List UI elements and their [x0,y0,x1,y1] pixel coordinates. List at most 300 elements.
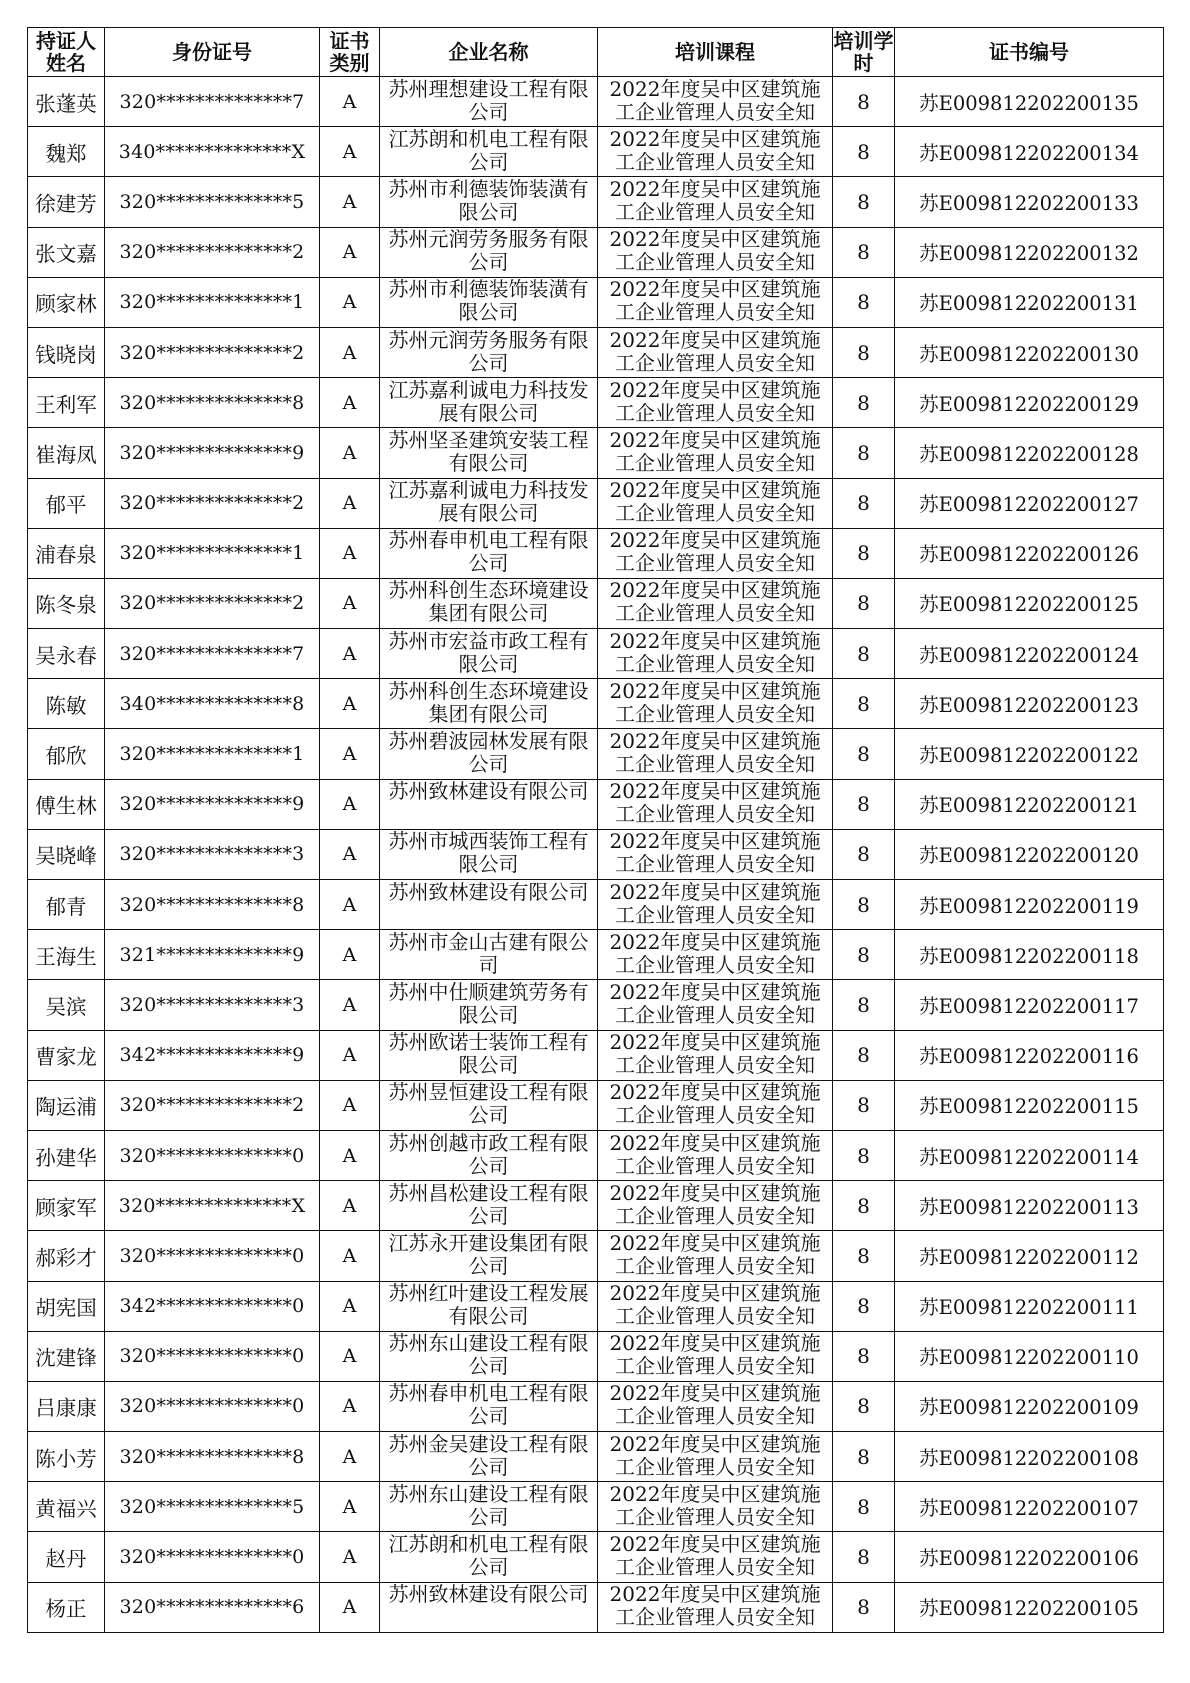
hours-cell: 8 [833,1181,895,1231]
course-cell-text: 2022年度吴中区建筑施工企业管理人员安全知 [609,830,821,877]
course-cell [598,1080,833,1130]
id-number-cell: 320**************2 [105,578,320,628]
cert-type-cell: A [320,1181,380,1231]
course-cell [598,1231,833,1281]
company-cell [380,779,598,829]
id-number-cell: 320**************8 [105,1432,320,1482]
company-cell [380,1281,598,1331]
id-number-cell: 320**************3 [105,980,320,1030]
cert-type-cell: A [320,1532,380,1582]
cert-number-cell: 苏E009812202200106 [895,1532,1164,1582]
hours-cell: 8 [833,1231,895,1281]
company-cell-text: 苏州理想建设工程有限公司 [388,77,589,124]
hours-cell: 8 [833,930,895,980]
company-cell [380,327,598,377]
cert-number-cell: 苏E009812202200105 [895,1582,1164,1632]
company-cell [380,1381,598,1431]
holder-name-cell: 胡宪国 [28,1281,105,1331]
cert-type-cell: A [320,77,380,127]
course-cell [598,1331,833,1381]
company-cell [380,629,598,679]
company-cell [380,729,598,779]
company-cell-text: 苏州市金山古建有限公司 [388,930,589,977]
cert-number-cell: 苏E009812202200125 [895,578,1164,628]
hours-cell: 8 [833,679,895,729]
course-cell [598,779,833,829]
course-cell-text: 2022年度吴中区建筑施工企业管理人员安全知 [609,278,821,325]
id-number-cell: 320**************9 [105,428,320,478]
holder-name-cell: 徐建芳 [28,177,105,227]
cert-type-cell: A [320,880,380,930]
id-number-cell: 320**************0 [105,1130,320,1180]
hours-cell: 8 [833,327,895,377]
course-cell-text: 2022年度吴中区建筑施工企业管理人员安全知 [609,1332,821,1379]
id-number-cell: 340**************X [105,127,320,177]
company-cell-text: 苏州坚圣建筑安装工程有限公司 [388,428,589,475]
header-id-number: 身份证号 [105,28,320,77]
course-cell [598,1130,833,1180]
cert-type-cell: A [320,378,380,428]
course-cell-text: 2022年度吴中区建筑施工企业管理人员安全知 [609,428,821,475]
table-row [28,1381,1164,1431]
id-number-cell: 320**************2 [105,227,320,277]
company-cell-text: 苏州昌松建设工程有限公司 [388,1181,589,1228]
holder-name-cell: 钱晓岗 [28,327,105,377]
cert-number-cell: 苏E009812202200123 [895,679,1164,729]
company-cell-text: 苏州春申机电工程有限公司 [388,1382,589,1429]
id-number-cell: 320**************7 [105,629,320,679]
id-number-cell: 320**************0 [105,1331,320,1381]
hours-cell: 8 [833,1381,895,1431]
course-cell [598,127,833,177]
course-cell [598,980,833,1030]
cert-number-cell: 苏E009812202200128 [895,428,1164,478]
table-row [28,1331,1164,1381]
course-cell-text: 2022年度吴中区建筑施工企业管理人员安全知 [609,980,821,1027]
id-number-cell: 320**************5 [105,177,320,227]
cert-number-cell: 苏E009812202200127 [895,478,1164,528]
table-row [28,1532,1164,1582]
course-cell-text: 2022年度吴中区建筑施工企业管理人员安全知 [609,629,821,676]
course-cell-text: 2022年度吴中区建筑施工企业管理人员安全知 [609,880,821,927]
company-cell [380,227,598,277]
company-cell-text: 苏州中仕顺建筑劳务有限公司 [388,980,589,1027]
company-cell-text: 苏州市利德装饰装潢有限公司 [388,177,589,224]
table-row [28,1231,1164,1281]
course-cell-text: 2022年度吴中区建筑施工企业管理人员安全知 [609,780,821,827]
course-cell [598,679,833,729]
company-cell-text: 苏州创越市政工程有限公司 [388,1131,589,1178]
id-number-cell: 320**************1 [105,729,320,779]
cert-number-cell: 苏E009812202200132 [895,227,1164,277]
cert-type-cell: A [320,1331,380,1381]
hours-cell: 8 [833,578,895,628]
company-cell-text: 苏州致林建设有限公司 [388,1583,589,1607]
cert-number-cell: 苏E009812202200130 [895,327,1164,377]
company-cell [380,1030,598,1080]
cert-type-cell: A [320,1432,380,1482]
holder-name-cell: 顾家军 [28,1181,105,1231]
course-cell-text: 2022年度吴中区建筑施工企业管理人员安全知 [609,228,821,275]
company-cell [380,378,598,428]
company-cell-text: 苏州红叶建设工程发展有限公司 [388,1282,589,1329]
company-cell [380,1231,598,1281]
hours-cell: 8 [833,127,895,177]
course-cell-text: 2022年度吴中区建筑施工企业管理人员安全知 [609,328,821,375]
hours-cell: 8 [833,629,895,679]
company-cell [380,177,598,227]
holder-name-cell: 陈小芳 [28,1432,105,1482]
cert-type-cell: A [320,227,380,277]
cert-number-cell: 苏E009812202200117 [895,980,1164,1030]
table-row [28,478,1164,528]
cert-type-cell: A [320,277,380,327]
holder-name-cell: 陶运浦 [28,1080,105,1130]
company-cell-text: 苏州昱恒建设工程有限公司 [388,1081,589,1128]
course-cell-text: 2022年度吴中区建筑施工企业管理人员安全知 [609,1282,821,1329]
holder-name-cell: 黄福兴 [28,1482,105,1532]
hours-cell: 8 [833,478,895,528]
hours-cell: 8 [833,880,895,930]
company-cell [380,277,598,327]
cert-number-cell: 苏E009812202200118 [895,930,1164,980]
cert-number-cell: 苏E009812202200110 [895,1331,1164,1381]
company-cell-text: 苏州市利德装饰装潢有限公司 [388,278,589,325]
holder-name-cell: 王利军 [28,378,105,428]
course-cell-text: 2022年度吴中区建筑施工企业管理人员安全知 [609,1533,821,1580]
company-cell-text: 江苏朗和机电工程有限公司 [388,1533,589,1580]
cert-type-cell: A [320,127,380,177]
table-row [28,578,1164,628]
company-cell [380,1080,598,1130]
header-company: 企业名称 [380,28,598,77]
hours-cell: 8 [833,378,895,428]
holder-name-cell: 浦春泉 [28,528,105,578]
holder-name-cell: 崔海凤 [28,428,105,478]
company-cell [380,880,598,930]
cert-number-cell: 苏E009812202200135 [895,77,1164,127]
company-cell-text: 苏州科创生态环境建设集团有限公司 [388,579,589,626]
id-number-cell: 320**************6 [105,1582,320,1632]
course-cell [598,729,833,779]
holder-name-cell: 张文嘉 [28,227,105,277]
id-number-cell: 320**************2 [105,1080,320,1130]
hours-cell: 8 [833,829,895,879]
hours-cell: 8 [833,980,895,1030]
hours-cell: 8 [833,277,895,327]
header-holder-name: 持证人姓名 [28,28,105,77]
company-cell [380,679,598,729]
table-row [28,1432,1164,1482]
course-cell [598,829,833,879]
course-cell-text: 2022年度吴中区建筑施工企业管理人员安全知 [609,127,821,174]
holder-name-cell: 吴晓峰 [28,829,105,879]
course-cell-text: 2022年度吴中区建筑施工企业管理人员安全知 [609,1131,821,1178]
table-row [28,378,1164,428]
course-cell [598,930,833,980]
cert-type-cell: A [320,729,380,779]
cert-type-cell: A [320,1130,380,1180]
company-cell [380,829,598,879]
cert-number-cell: 苏E009812202200111 [895,1281,1164,1331]
course-cell-text: 2022年度吴中区建筑施工企业管理人员安全知 [609,679,821,726]
holder-name-cell: 陈冬泉 [28,578,105,628]
cert-number-cell: 苏E009812202200112 [895,1231,1164,1281]
cert-number-cell: 苏E009812202200120 [895,829,1164,879]
cert-type-cell: A [320,1231,380,1281]
header-row [28,28,1164,77]
table-row [28,1281,1164,1331]
course-cell [598,478,833,528]
course-cell [598,629,833,679]
holder-name-cell: 顾家林 [28,277,105,327]
cert-type-cell: A [320,1080,380,1130]
course-cell-text: 2022年度吴中区建筑施工企业管理人员安全知 [609,177,821,224]
company-cell-text: 苏州金吴建设工程有限公司 [388,1432,589,1479]
cert-type-cell: A [320,1582,380,1632]
course-cell-text: 2022年度吴中区建筑施工企业管理人员安全知 [609,1432,821,1479]
course-cell-text: 2022年度吴中区建筑施工企业管理人员安全知 [609,1231,821,1278]
table-row [28,77,1164,127]
table-row [28,1582,1164,1632]
company-cell [380,127,598,177]
table-row [28,327,1164,377]
cert-number-cell: 苏E009812202200113 [895,1181,1164,1231]
header-cert-type: 证书类别 [320,28,380,77]
table-row [28,277,1164,327]
table-row [28,428,1164,478]
cert-type-cell: A [320,428,380,478]
holder-name-cell: 郁平 [28,478,105,528]
company-cell-text: 苏州春申机电工程有限公司 [388,529,589,576]
cert-number-cell: 苏E009812202200131 [895,277,1164,327]
cert-number-cell: 苏E009812202200115 [895,1080,1164,1130]
company-cell [380,1482,598,1532]
table-row [28,227,1164,277]
table-row [28,1130,1164,1180]
cert-type-cell: A [320,1030,380,1080]
holder-name-cell: 郁欣 [28,729,105,779]
company-cell [380,578,598,628]
cert-type-cell: A [320,629,380,679]
course-cell-text: 2022年度吴中区建筑施工企业管理人员安全知 [609,930,821,977]
hours-cell: 8 [833,227,895,277]
hours-cell: 8 [833,1130,895,1180]
holder-name-cell: 傅生林 [28,779,105,829]
cert-type-cell: A [320,829,380,879]
table-row [28,779,1164,829]
course-cell [598,578,833,628]
certificate-roster-table [27,27,1164,1633]
course-cell [598,177,833,227]
id-number-cell: 320**************1 [105,277,320,327]
company-cell-text: 苏州东山建设工程有限公司 [388,1332,589,1379]
hours-cell: 8 [833,729,895,779]
cert-number-cell: 苏E009812202200114 [895,1130,1164,1180]
company-cell-text: 江苏朗和机电工程有限公司 [388,127,589,174]
cert-number-cell: 苏E009812202200116 [895,1030,1164,1080]
company-cell-text: 江苏嘉利诚电力科技发展有限公司 [388,479,589,526]
cert-number-cell: 苏E009812202200109 [895,1381,1164,1431]
header-hours: 培训学时 [833,29,894,75]
hours-cell: 8 [833,1030,895,1080]
table-row [28,729,1164,779]
holder-name-cell: 吴滨 [28,980,105,1030]
company-cell [380,980,598,1030]
course-cell [598,528,833,578]
table-row [28,1181,1164,1231]
course-cell-text: 2022年度吴中区建筑施工企业管理人员安全知 [609,479,821,526]
id-number-cell: 320**************0 [105,1231,320,1281]
holder-name-cell: 王海生 [28,930,105,980]
id-number-cell: 320**************X [105,1181,320,1231]
course-cell [598,880,833,930]
table-row [28,629,1164,679]
table-row [28,980,1164,1030]
course-cell [598,1381,833,1431]
cert-type-cell: A [320,528,380,578]
company-cell [380,1532,598,1582]
id-number-cell: 320**************5 [105,1482,320,1532]
company-cell-text: 苏州致林建设有限公司 [388,780,589,804]
header-cert-no: 证书编号 [895,28,1164,77]
id-number-cell: 342**************0 [105,1281,320,1331]
course-cell [598,1482,833,1532]
holder-name-cell: 吴永春 [28,629,105,679]
id-number-cell: 320**************9 [105,779,320,829]
holder-name-cell: 吕康康 [28,1381,105,1431]
table-row [28,829,1164,879]
course-cell-text: 2022年度吴中区建筑施工企业管理人员安全知 [609,1181,821,1228]
cert-number-cell: 苏E009812202200121 [895,779,1164,829]
course-cell-text: 2022年度吴中区建筑施工企业管理人员安全知 [609,1482,821,1529]
cert-type-cell: A [320,578,380,628]
company-cell [380,1432,598,1482]
course-cell [598,1432,833,1482]
hours-cell: 8 [833,1432,895,1482]
id-number-cell: 320**************3 [105,829,320,879]
company-cell [380,1130,598,1180]
cert-type-cell: A [320,930,380,980]
cert-type-cell: A [320,980,380,1030]
id-number-cell: 320**************2 [105,478,320,528]
cert-number-cell: 苏E009812202200108 [895,1432,1164,1482]
hours-cell: 8 [833,1080,895,1130]
company-cell-text: 苏州元润劳务服务有限公司 [388,328,589,375]
hours-cell: 8 [833,528,895,578]
cert-type-cell: A [320,1482,380,1532]
course-cell-text: 2022年度吴中区建筑施工企业管理人员安全知 [609,378,821,425]
company-cell [380,478,598,528]
hours-cell: 8 [833,77,895,127]
company-cell [380,1582,598,1632]
company-cell-text: 苏州科创生态环境建设集团有限公司 [388,679,589,726]
hours-cell: 8 [833,1532,895,1582]
cert-number-cell: 苏E009812202200119 [895,880,1164,930]
id-number-cell: 320**************0 [105,1381,320,1431]
course-cell [598,1030,833,1080]
table-row [28,1080,1164,1130]
company-cell-text: 苏州市宏益市政工程有限公司 [388,629,589,676]
id-number-cell: 320**************7 [105,77,320,127]
company-cell [380,528,598,578]
cert-number-cell: 苏E009812202200126 [895,528,1164,578]
cert-number-cell: 苏E009812202200129 [895,378,1164,428]
company-cell-text: 苏州东山建设工程有限公司 [388,1482,589,1529]
company-cell [380,1181,598,1231]
company-cell-text: 苏州碧波园林发展有限公司 [388,730,589,777]
cert-number-cell: 苏E009812202200122 [895,729,1164,779]
table-row [28,679,1164,729]
table-row [28,177,1164,227]
company-cell [380,1331,598,1381]
id-number-cell: 340**************8 [105,679,320,729]
table-row [28,1030,1164,1080]
course-cell [598,1532,833,1582]
course-cell [598,1582,833,1632]
table-row [28,1482,1164,1532]
table-body [28,77,1164,1633]
holder-name-cell: 孙建华 [28,1130,105,1180]
cert-type-cell: A [320,177,380,227]
id-number-cell: 320**************0 [105,1532,320,1582]
company-cell [380,77,598,127]
id-number-cell: 320**************8 [105,880,320,930]
holder-name-cell: 魏郑 [28,127,105,177]
id-number-cell: 342**************9 [105,1030,320,1080]
company-cell-text: 苏州元润劳务服务有限公司 [388,228,589,275]
cert-type-cell: A [320,327,380,377]
company-cell [380,930,598,980]
course-cell [598,378,833,428]
course-cell-text: 2022年度吴中区建筑施工企业管理人员安全知 [609,1081,821,1128]
id-number-cell: 320**************2 [105,327,320,377]
company-cell-text: 苏州市城西装饰工程有限公司 [388,830,589,877]
course-cell [598,1281,833,1331]
holder-name-cell: 沈建锋 [28,1331,105,1381]
cert-number-cell: 苏E009812202200133 [895,177,1164,227]
course-cell [598,428,833,478]
course-cell-text: 2022年度吴中区建筑施工企业管理人员安全知 [609,529,821,576]
holder-name-cell: 赵丹 [28,1532,105,1582]
id-number-cell: 321**************9 [105,930,320,980]
holder-name-cell: 郁青 [28,880,105,930]
course-cell [598,1181,833,1231]
cert-number-cell: 苏E009812202200134 [895,127,1164,177]
company-cell-text: 江苏永开建设集团有限公司 [388,1231,589,1278]
hours-cell: 8 [833,779,895,829]
course-cell [598,327,833,377]
document-page [27,27,1163,1633]
hours-cell: 8 [833,1482,895,1532]
holder-name-cell: 张蓬英 [28,77,105,127]
course-cell-text: 2022年度吴中区建筑施工企业管理人员安全知 [609,579,821,626]
id-number-cell: 320**************1 [105,528,320,578]
company-cell [380,428,598,478]
course-cell [598,77,833,127]
course-cell-text: 2022年度吴中区建筑施工企业管理人员安全知 [609,730,821,777]
company-cell-text: 江苏嘉利诚电力科技发展有限公司 [388,378,589,425]
table-row [28,880,1164,930]
cert-type-cell: A [320,478,380,528]
course-cell [598,227,833,277]
course-cell-text: 2022年度吴中区建筑施工企业管理人员安全知 [609,1031,821,1078]
holder-name-cell: 郝彩才 [28,1231,105,1281]
header-course: 培训课程 [598,28,833,77]
cert-type-cell: A [320,1381,380,1431]
holder-name-cell: 曹家龙 [28,1030,105,1080]
holder-name-cell: 陈敏 [28,679,105,729]
